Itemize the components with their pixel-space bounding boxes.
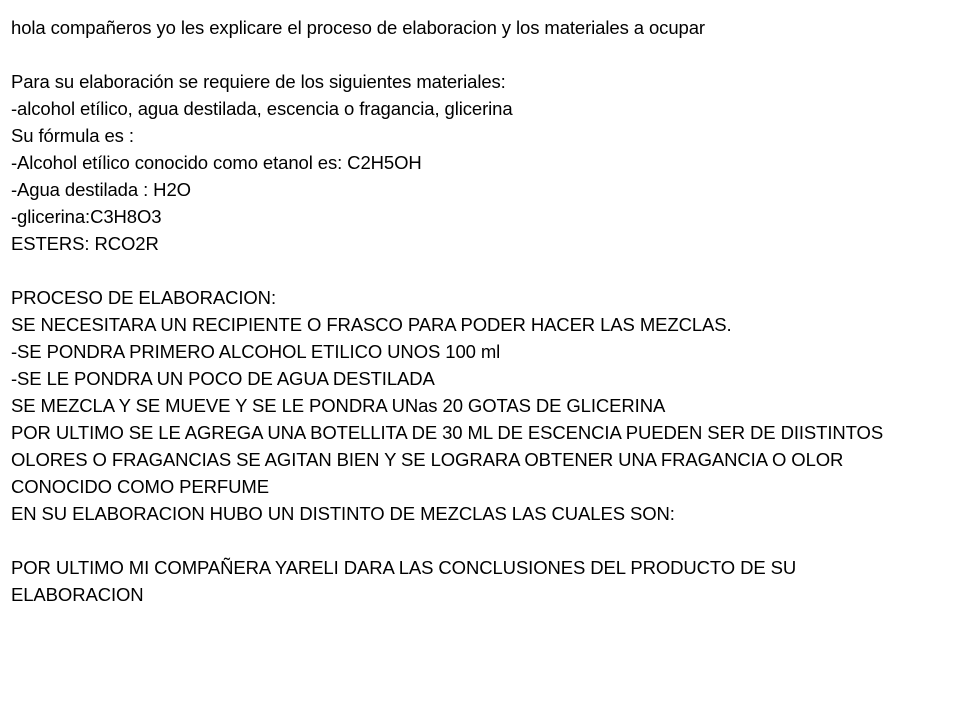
slide-text-body [11, 14, 951, 608]
process-line: SE MEZCLA Y SE MUEVE Y SE LE PONDRA UNas 20 GOTAS DE GLICERINA [11, 395, 666, 416]
intro-line: hola compañeros yo les explicare el proceso de elaboracion y los materiales a ocupar [11, 17, 705, 38]
process-line: SE NECESITARA UN RECIPIENTE O FRASCO PARA PODER HACER LAS MEZCLAS. [11, 314, 732, 335]
blank-line [11, 41, 951, 68]
closing-line: ELABORACION [11, 584, 144, 605]
process-line: -SE PONDRA PRIMERO ALCOHOL ETILICO UNOS 100 ml [11, 341, 501, 362]
blank-line [11, 527, 951, 554]
process-line: -SE LE PONDRA UN POCO DE AGUA DESTILADA [11, 368, 435, 389]
process-line: CONOCIDO COMO PERFUME [11, 476, 269, 497]
blank-line [11, 257, 951, 284]
process-line: EN SU ELABORACION HUBO UN DISTINTO DE MEZCLAS LAS CUALES SON: [11, 503, 675, 524]
process-heading: PROCESO DE ELABORACION: [11, 287, 276, 308]
materials-list: -alcohol etílico, agua destilada, escencia o fragancia, glicerina [11, 98, 513, 119]
formulas-heading: Su fórmula es : [11, 125, 134, 146]
materials-heading: Para su elaboración se requiere de los siguientes materiales: [11, 71, 506, 92]
process-line: POR ULTIMO SE LE AGREGA UNA BOTELLITA DE 30 ML DE ESCENCIA PUEDEN SER DE DIISTINTOS [11, 422, 884, 443]
formula-glycerin: -glicerina:C3H8O3 [11, 206, 162, 227]
process-line: OLORES O FRAGANCIAS SE AGITAN BIEN Y SE LOGRARA OBTENER UNA FRAGANCIA O OLOR [11, 449, 844, 470]
formula-esters: ESTERS: RCO2R [11, 233, 159, 254]
formula-alcohol: -Alcohol etílico conocido como etanol es: C2H5OH [11, 152, 422, 173]
closing-line: POR ULTIMO MI COMPAÑERA YARELI DARA LAS CONCLUSIONES DEL PRODUCTO DE SU [11, 557, 797, 578]
formula-water: -Agua destilada : H2O [11, 179, 191, 200]
